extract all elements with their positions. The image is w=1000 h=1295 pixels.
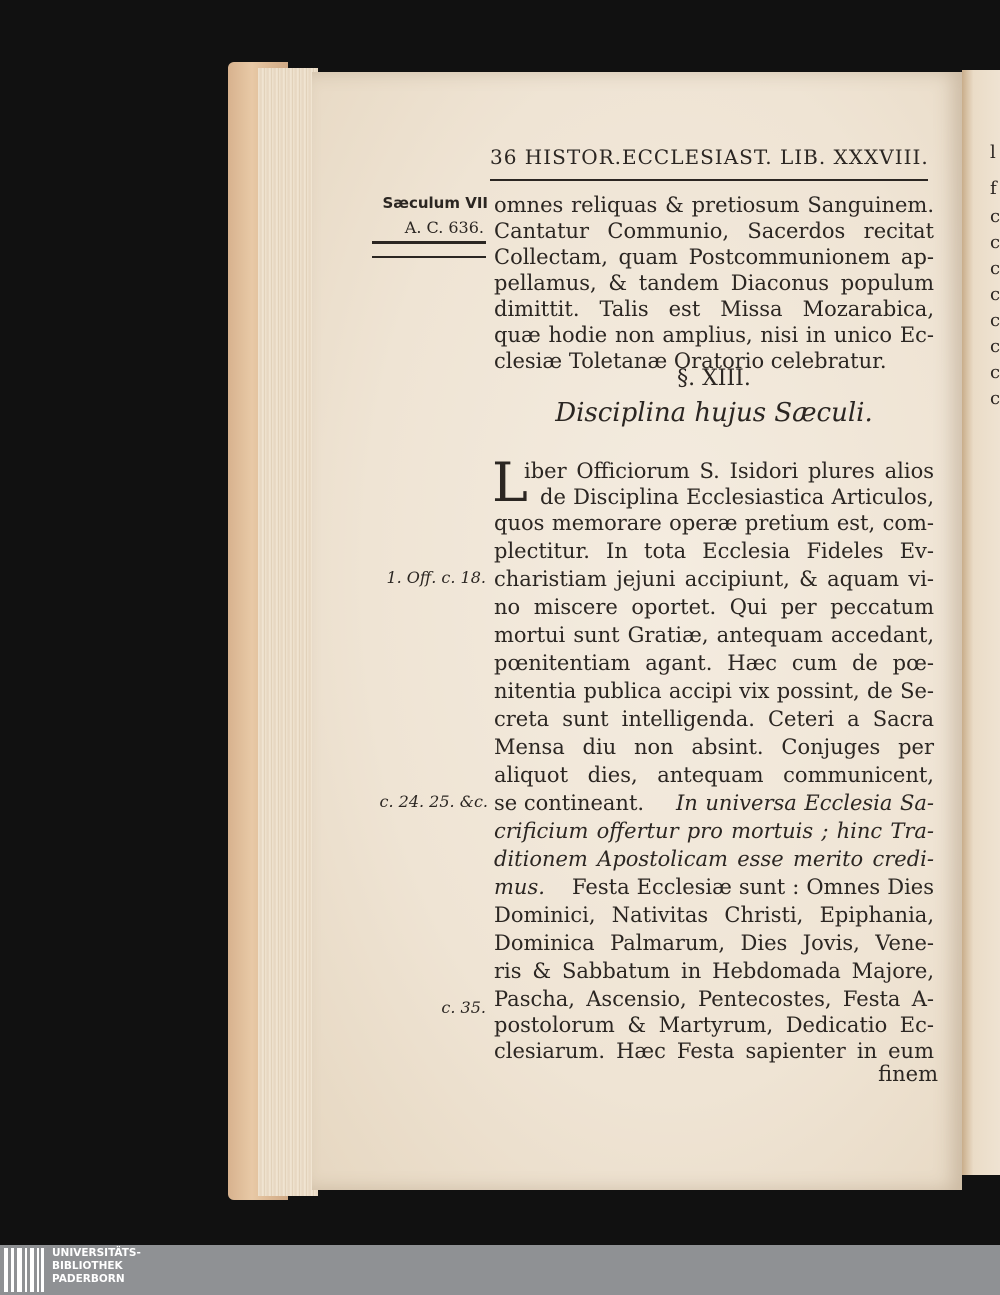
facing-page-letter: f bbox=[990, 178, 997, 199]
text-line-italic: ditionem Apostolicam esse merito credi- bbox=[494, 847, 934, 871]
running-head: 36 HISTOR.ECCLESIAST. LIB. XXXVIII. bbox=[490, 145, 929, 169]
text-line-italic: mus. bbox=[494, 875, 545, 899]
margin-double-rule bbox=[372, 241, 486, 258]
text-line: dimittit. Talis est Missa Mozarabica, bbox=[494, 297, 934, 321]
text-line: se contineant. bbox=[494, 791, 645, 815]
text-line: pœnitentiam agant. Hæc cum de pœ- bbox=[494, 651, 934, 675]
facing-page-letter: c bbox=[990, 284, 1000, 305]
text-line-italic: crificium offertur pro mortuis ; hinc Tra- bbox=[494, 819, 934, 843]
margin-note-ref-1: 1. Off. c. 18. bbox=[386, 568, 486, 587]
text-line: charistiam jejuni accipiunt, & aquam vi- bbox=[494, 567, 934, 591]
library-logo-icon bbox=[4, 1248, 44, 1292]
text-line-italic: In universa Ecclesia Sa- bbox=[676, 791, 934, 815]
margin-note-anno: A. C. 636. bbox=[404, 218, 484, 237]
facing-page-letter: c bbox=[990, 232, 1000, 253]
text-line: Dominica Palmarum, Dies Jovis, Vene- bbox=[494, 931, 934, 955]
section-number: §. XIII. bbox=[677, 366, 751, 391]
margin-note-ref-2: c. 24. 25. &c. bbox=[379, 792, 488, 811]
text-line: ris & Sabbatum in Hebdomada Majore, bbox=[494, 959, 934, 983]
text-line: Cantatur Communio, Sacerdos recitat bbox=[494, 219, 934, 243]
library-name-line: UNIVERSITÄTS- bbox=[52, 1247, 141, 1259]
text-line: clesiæ Toletanæ Oratorio celebratur. bbox=[494, 349, 887, 373]
text-line: creta sunt intelligenda. Ceteri a Sacra bbox=[494, 707, 934, 731]
page-stack bbox=[258, 68, 318, 1196]
facing-page-letter: c bbox=[990, 206, 1000, 227]
library-footer bbox=[0, 1245, 1000, 1295]
text-line: quæ hodie non amplius, nisi in unico Ec- bbox=[494, 323, 934, 347]
text-line: iber Officiorum S. Isidori plures alios bbox=[524, 459, 934, 483]
text-line: mortui sunt Gratiæ, antequam accedant, bbox=[494, 623, 934, 647]
library-name-line: BIBLIOTHEK bbox=[52, 1260, 123, 1272]
text-line: Festa Ecclesiæ sunt : Omnes Dies bbox=[572, 875, 934, 899]
head-rule bbox=[490, 179, 928, 181]
text-line: pellamus, & tandem Diaconus populum bbox=[494, 271, 934, 295]
margin-note-saeculum: Sæculum VII bbox=[382, 194, 488, 212]
library-name bbox=[52, 1247, 141, 1286]
section-title: Disciplina hujus Sæculi. bbox=[555, 398, 873, 428]
library-name-line: PADERBORN bbox=[52, 1273, 125, 1285]
facing-page-letter: l bbox=[990, 142, 996, 163]
text-line: postolorum & Martyrum, Dedicatio Ec- bbox=[494, 1013, 934, 1037]
text-line: Collectam, quam Postcommunionem ap- bbox=[494, 245, 934, 269]
drop-cap: L bbox=[492, 451, 528, 514]
text-line: plectitur. In tota Ecclesia Fideles Ev- bbox=[494, 539, 934, 563]
text-line: Mensa diu non absint. Conjuges per bbox=[494, 735, 934, 759]
text-line: quos memorare operæ pretium est, com- bbox=[494, 511, 934, 535]
text-line: Dominici, Nativitas Christi, Epiphania, bbox=[494, 903, 934, 927]
facing-page-letter: c bbox=[990, 388, 1000, 409]
text-line: clesiarum. Hæc Festa sapienter in eum bbox=[494, 1039, 934, 1063]
facing-page-letter: c bbox=[990, 336, 1000, 357]
facing-page-letter: c bbox=[990, 362, 1000, 383]
text-line: omnes reliquas & pretiosum Sanguinem. bbox=[494, 193, 934, 217]
catchword: finem bbox=[878, 1062, 938, 1086]
text-line: nitentia publica accipi vix possint, de Se- bbox=[494, 679, 934, 703]
text-line: Pascha, Ascensio, Pentecostes, Festa A- bbox=[494, 987, 934, 1011]
margin-note-ref-3: c. 35. bbox=[441, 998, 486, 1017]
text-line: no miscere oportet. Qui per peccatum bbox=[494, 595, 934, 619]
text-line: de Disciplina Ecclesiastica Articulos, bbox=[540, 485, 934, 509]
text-line: aliquot dies, antequam communicent, bbox=[494, 763, 934, 787]
facing-page-letter: c bbox=[990, 310, 1000, 331]
facing-page-letter: c bbox=[990, 258, 1000, 279]
